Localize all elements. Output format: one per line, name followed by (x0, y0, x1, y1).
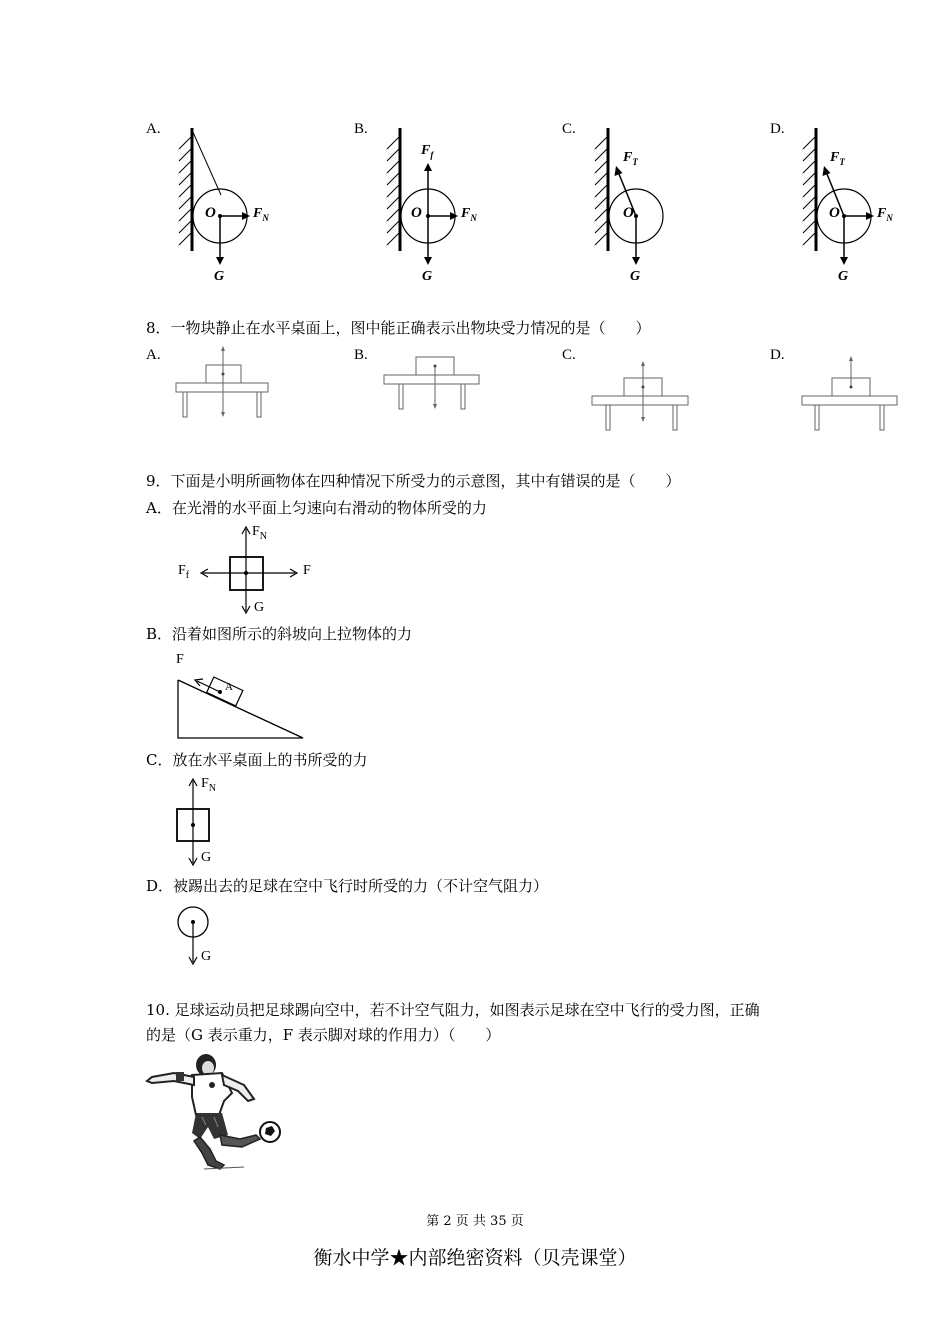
q8-option-a-letter[interactable]: A. (146, 347, 161, 363)
q9-a-f-label: F (303, 563, 311, 578)
q7-b-fn-label: $F_N$ (461, 206, 477, 223)
q7-b-o-label: O (411, 205, 422, 221)
q8-option-d-diagram (800, 352, 900, 432)
q7-a-fn-label: $F_N$ (253, 206, 269, 223)
q8-option-c-diagram (592, 358, 692, 433)
q9-c-g-label: G (201, 850, 212, 865)
q9-b-block-label: A (225, 681, 233, 693)
page-number: 第 2 页 共 35 页 (426, 1214, 524, 1229)
q7-d-o-label: O (829, 205, 840, 221)
q10-stem-line1: 10. 足球运动员把足球踢向空中，若不计空气阻力，如图表示足球在空中飞行的受力图，正确 (146, 1001, 760, 1019)
q7-c-g-label: G (630, 269, 641, 284)
q9-a-diagram (195, 523, 305, 618)
q9-stem: 9．下面是小明所画物体在四种情况下所受力的示意图，其中有错误的是（ ） (146, 472, 681, 490)
q7-a-o-label: O (205, 205, 216, 221)
q7-option-d-letter[interactable]: D. (770, 121, 785, 137)
q9-a-ff-label: $F_f$ (178, 563, 190, 581)
q7-a-g-label: G (214, 269, 225, 284)
q8-option-a-diagram (176, 345, 271, 420)
q9-c-fn-label: $F_N$ (201, 776, 217, 794)
q7-option-c-diagram (586, 125, 696, 290)
q9-option-d-text[interactable]: D．被踢出去的足球在空中飞行时所受的力（不计空气阻力） (146, 877, 549, 895)
q9-b-diagram (175, 650, 310, 745)
q9-d-g-label: G (201, 949, 212, 964)
q9-option-a-text[interactable]: A．在光滑的水平面上匀速向右滑动的物体所受的力 (146, 499, 487, 517)
q8-stem: 8．一物块静止在水平桌面上，图中能正确表示出物块受力情况的是（ ） (146, 319, 651, 337)
q8-option-d-letter[interactable]: D. (770, 347, 785, 363)
q9-option-b-text[interactable]: B．沿着如图所示的斜坡向上拉物体的力 (146, 625, 413, 643)
q9-d-diagram (174, 902, 224, 972)
q7-b-ff-label: $F_f$ (421, 143, 434, 160)
q7-option-b-letter[interactable]: B. (354, 121, 368, 137)
q8-option-b-diagram (384, 352, 484, 414)
q10-stem-line2: 的是（G 表示重力，F 表示脚对球的作用力）（ ） (146, 1026, 501, 1044)
q7-option-a-letter[interactable]: A. (146, 121, 161, 137)
q8-option-b-letter[interactable]: B. (354, 347, 368, 363)
q7-c-ft-label: $F_T$ (623, 150, 638, 167)
source-watermark: 衡水中学★内部绝密资料（贝壳课堂） (313, 1247, 637, 1269)
q8-option-c-letter[interactable]: C. (562, 347, 576, 363)
q9-a-fn-label: $F_N$ (252, 524, 268, 542)
q7-b-g-label: G (422, 269, 433, 284)
q7-d-ft-label: $F_T$ (830, 150, 845, 167)
q7-option-c-letter[interactable]: C. (562, 121, 576, 137)
q7-d-g-label: G (838, 269, 849, 284)
q7-d-fn-label: $F_N$ (877, 206, 893, 223)
soccer-player-illustration (144, 1053, 289, 1175)
q9-option-c-text[interactable]: C．放在水平桌面上的书所受的力 (146, 751, 368, 769)
q9-a-g-label: G (254, 600, 265, 615)
q7-c-o-label: O (623, 205, 634, 221)
q9-b-f-label: F (176, 652, 184, 667)
